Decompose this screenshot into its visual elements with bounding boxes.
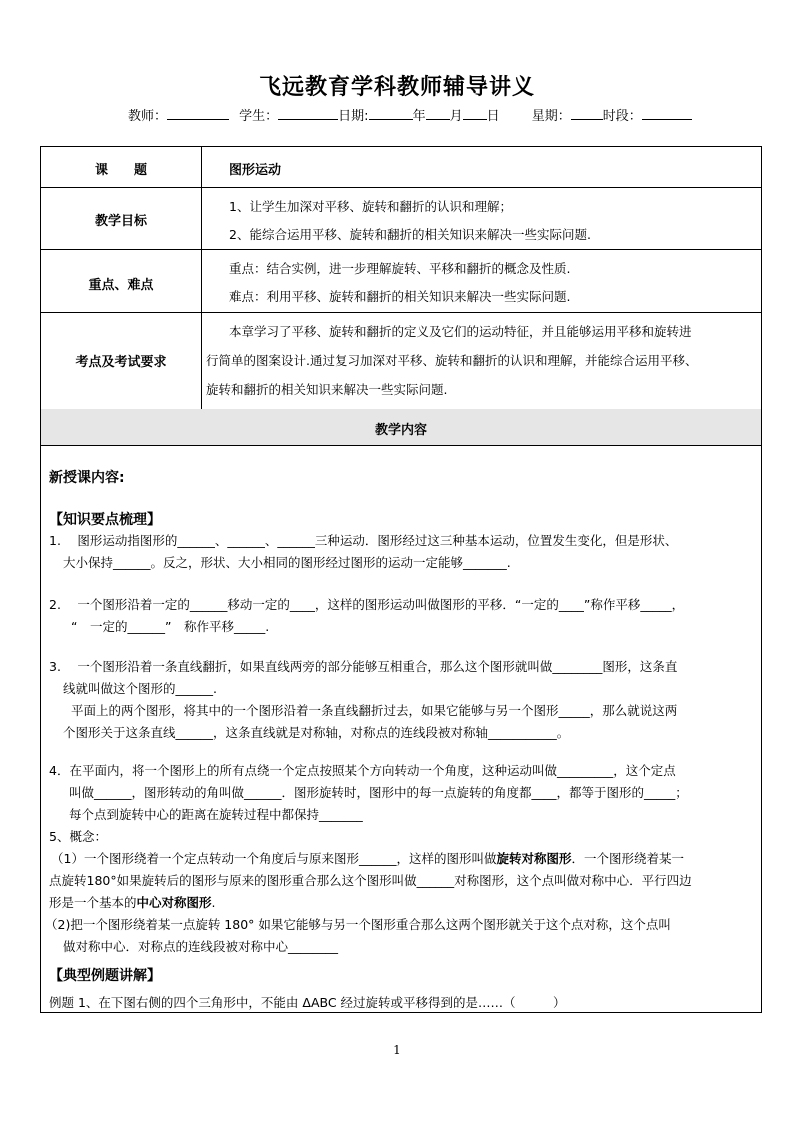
point-4-line-3: 每个点到旋转中心的距离在旋转过程中都保持_______ — [69, 807, 363, 822]
topic-label: 课 题 — [94, 163, 147, 178]
student-blank — [278, 107, 338, 120]
point-2-line-2: “ 一定的______” 称作平移_____. — [71, 619, 270, 634]
period-label: 时段： — [602, 109, 642, 124]
point-3-line-3: 平面上的两个图形，将其中的一个图形沿着一条直线翻折过去，如果它能够与另一个图形_____，那么就说这两 — [71, 703, 678, 718]
knowledge-points-heading: 【知识要点梳理】 — [49, 512, 161, 528]
teacher-blank — [167, 107, 229, 120]
rotational-symmetry-term: 旋转对称图形 — [496, 851, 572, 866]
concept-1-line-3 — [49, 893, 216, 911]
point-4-line-2: 叫做______，图形转动的角叫做______．图形旋转时，图形中的每一点旋转的角度都____，都等于图形的_____； — [69, 785, 688, 800]
goal-1: 1、让学生加深对平移、旋转和翻折的认识和理解； — [229, 199, 512, 214]
date-label: 日期: — [338, 109, 369, 124]
student-label: 学生： — [239, 109, 279, 124]
exam-line-1: 本章学习了平移、旋转和翻折的定义及它们的运动特征，并且能够运用平移和旋转进 — [229, 324, 692, 339]
header-meta — [128, 105, 692, 124]
topic-value: 图形运动 — [229, 163, 282, 178]
point-3-line-4: 个图形关于这条直线______，这条直线就是对称轴，对称点的连线段被对称轴___________。 — [63, 725, 570, 740]
example-1: 例题 1、在下图右侧的四个三角形中，不能由 ΔABC 经过旋转或平移得到的是……（ ） — [49, 995, 566, 1010]
point-2-line-1: 2. 一个图形沿着一定的______移动一定的____，这样的图形运动叫做图形的平移．“一定的____”称作平移_____， — [49, 597, 685, 612]
point-1-line-1: 1. 图形运动指图形的______、______、______三种运动．图形经过这三种基本运动，位置发生变化，但是形状、 — [49, 533, 678, 548]
point-1-line-2: 大小保持______。反之，形状、大小相同的图形经过图形的运动一定能够_______. — [63, 555, 511, 570]
point-3-line-1: 3. 一个图形沿着一条直线翻折，如果直线两旁的部分能够互相重合，那么这个图形就叫做________图形，这条直 — [49, 659, 678, 674]
day-blank — [463, 107, 487, 120]
concept-1-line-3-text: 形是一个基本的 — [49, 895, 137, 910]
goal-2: 2、能综合运用平移、旋转和翻折的相关知识来解决一些实际问题. — [229, 227, 591, 242]
weekday-label: 星期： — [531, 109, 571, 124]
point-5-heading: 5、概念： — [49, 829, 107, 844]
examples-heading: 【典型例题讲解】 — [49, 968, 161, 984]
month-blank — [426, 107, 450, 120]
page-number: 1 — [393, 1043, 401, 1057]
content-header: 教学内容 — [374, 423, 427, 438]
concept-1-text-end: ．一个图形绕着某一 — [571, 851, 684, 866]
weekday-blank — [571, 107, 603, 120]
exam-label: 考点及考试要求 — [75, 355, 167, 370]
year-label: 年 — [412, 109, 426, 124]
year-blank — [369, 107, 413, 120]
concept-1-line-2: 点旋转180°如果旋转后的图形与原来的图形重合那么这个图形叫做______对称图形，这个点叫做对称中心．平行四边 — [49, 873, 692, 888]
point-3-line-2: 线就叫做这个图形的______. — [63, 681, 217, 696]
exam-line-2: 行简单的图案设计.通过复习加深对平移、旋转和翻折的认识和理解，并能综合运用平移、 — [206, 353, 698, 368]
document-title: 飞远教育学科教师辅导讲义 — [258, 75, 535, 100]
day-label: 日 — [486, 109, 500, 124]
concept-1-line-3-end: . — [211, 895, 216, 910]
concept-2-line-2: 做对称中心．对称点的连线段被对称中心________ — [63, 939, 339, 954]
new-lesson-heading: 新授课内容: — [49, 470, 125, 486]
point-4-line-1: 4．在平面内，将一个图形上的所有点绕一个定点按照某个方向转动一个角度，这种运动叫做_________，这个定点 — [49, 763, 676, 778]
concept-1-line-1 — [51, 849, 684, 867]
exam-line-3: 旋转和翻折的相关知识来解决一些实际问题. — [206, 382, 448, 397]
key-point: 重点：结合实例，进一步理解旋转、平移和翻折的概念及性质. — [229, 261, 571, 276]
period-blank — [642, 107, 692, 120]
concept-1-text: （1）一个图形绕着一个定点转动一个角度后与原来图形______，这样的图形叫做 — [51, 851, 497, 866]
month-label: 月 — [449, 109, 463, 124]
central-symmetry-term: 中心对称图形 — [136, 895, 212, 910]
teacher-label: 教师： — [128, 109, 168, 124]
difficult-point: 难点：利用平移、旋转和翻折的相关知识来解决一些实际问题. — [229, 289, 571, 304]
lesson-table — [40, 146, 762, 1013]
concept-2-line-1: （2)把一个图形绕着某一点旋转 180° 如果它能够与另一个图形重合那么这两个图形就关于这个点对称，这个点叫 — [45, 917, 671, 932]
goals-label: 教学目标 — [94, 214, 147, 229]
keys-label: 重点、难点 — [88, 278, 154, 293]
